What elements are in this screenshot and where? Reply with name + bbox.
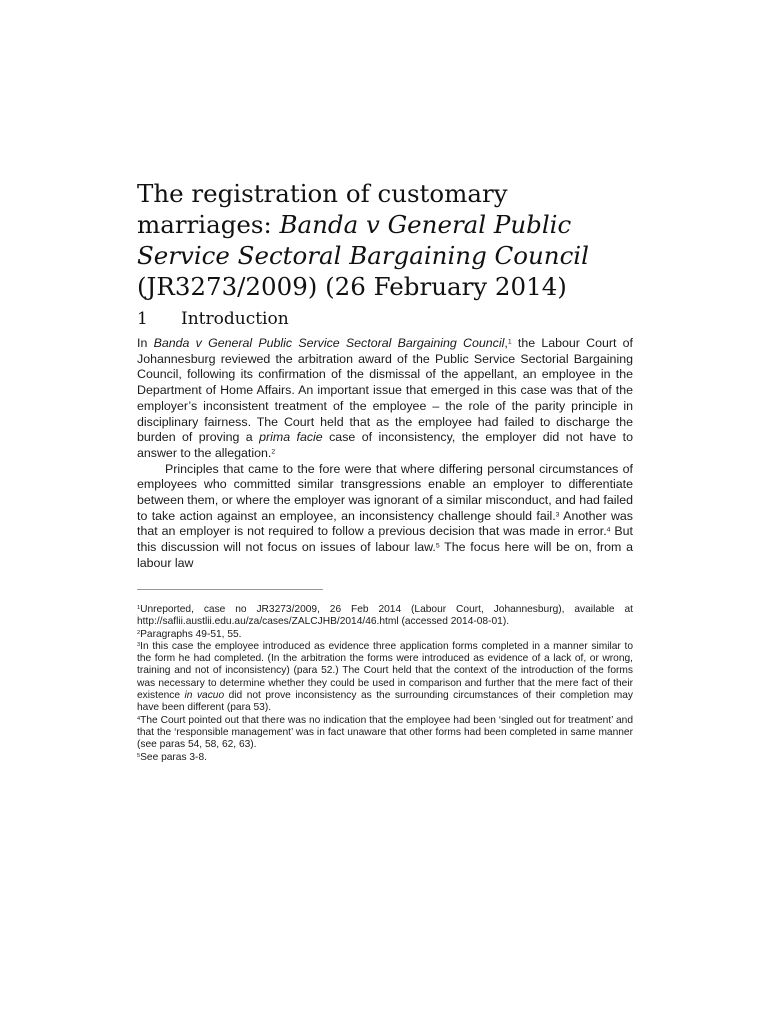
p1-case-name: Banda v General Public Service Sectoral Bargaining Council [153,336,505,350]
footnote-5-number: 5 [137,752,141,759]
body-text [137,336,633,572]
paragraph-1: In Banda v General Public Service Sectoral Bargaining Council,$^1$ the Labour Court of Johannesburg reviewed the arbitration award of the Public Service Sectorial Bargaining Council, following its confirmation of the dismissal of the appellant, an employee in the Department of Home Affairs. An important issue that emerged in this case was that of the employer’s inconsistent treatment of the employee – the role of the parity principle in disciplinary fairness. The Court held that as the employee had failed to discharge the burden of proving a prima facie case of inconsistency, the employer did not have to answer to the allegation.$^2$ [137,336,634,460]
p1-text-b: case of inconsistency, the employer did not have to answer to the allegation. [137,430,633,460]
p1-prefix: In [137,336,154,350]
section-number: 1 [137,309,148,329]
footnote-2-number: 2 [137,629,141,636]
footnote-3 [137,641,633,715]
footnote-3-italic: in vacuo [184,690,225,702]
footnote-ref-3[interactable]: 3 [555,510,560,518]
footnotes [137,604,633,764]
footnote-5-text: See paras 3-8. [140,751,207,763]
p1-text-a: the Labour Court of Johannesburg reviewed the arbitration award of the Public Service Sectorial Bargaining Council, following its confirmation of the dismissal of the appellant, an employee in the Department of Home Affairs. An important issue that emerged in this case was that of the employer’s inconsistent treatment of the employee – the role of the parity principle in disciplinary fairness. The Court held that as the employee had failed to discharge the burden of proving a [137,336,634,445]
title-line-2-italic: Banda v General Public [279,210,572,239]
footnote-1-text: Unreported, case no JR3273/2009, 26 Feb 2014 (Labour Court, Johannesburg), available at http://saflii.austlii.edu.au/za/cases/ZALCJHB/2014/46.html (accessed 2014-08-01). [137,604,633,628]
footnote-3-text-b: did not prove inconsistency as the surrounding circumstances of their completion may have been different (para 53). [137,690,634,714]
footnote-3-number: 3 [137,641,141,648]
footnote-ref-5[interactable]: 5 [435,542,440,550]
p2-text-a: Principles that came to the fore were that where differing personal circumstances of employees who committed similar transgressions enable an employer to differentiate between them, or where the employer was ignorant of a similar misconduct, and had failed to take action against an employee, an inconsistency challenge should fail. [137,461,633,523]
section-heading [137,308,607,330]
footnote-4-number: 4 [137,715,141,722]
paragraph-2 [137,462,633,572]
footnote-1-number: 1 [137,604,141,611]
title-line-4: (JR3273/2009) (26 February 2014) [137,272,567,301]
footnote-2 [137,629,633,641]
article-title [137,178,607,302]
section-title: Introduction [181,309,289,329]
title-line-2-plain: marriages: [137,210,280,239]
p2-text-b: Another was that an employer is not required to follow a previous decision that was made in error. [137,508,634,539]
title-line-3-italic: Service Sectoral Bargaining Council [137,241,589,270]
p1-prima-facie: prima facie [259,430,323,445]
footnote-ref-1[interactable]: 1 [507,338,512,346]
p2-text-d: The focus here will be on, from a labour law [137,540,633,570]
footnote-1 [137,604,633,629]
footnote-4-text: The Court pointed out that there was no indication that the employee had been ‘singled out for treatment’ and that the ‘responsible management’ was in fact unaware that other forms had been completed in same manner (see paras 54, 58, 62, 63). [137,714,633,751]
footnote-ref-2[interactable]: 2 [271,448,276,456]
footnote-5 [137,752,633,764]
footnote-2-text: Paragraphs 49-51, 55. [140,628,242,640]
footnote-ref-4[interactable]: 4 [606,526,611,534]
p2-text-c: But this discussion will not focus on issues of labour law. [137,524,633,555]
footnote-4 [137,715,633,752]
title-line-1: The registration of customary [137,179,508,208]
footnote-3-text-a: In this case the employee introduced as evidence three application forms completed in a manner similar to the form he had completed. (In the arbitration the forms were introduced as evidence of a lack of, or wrong, training and not of inconsistency) (para 52.) The Court held that the context of the introduction of the forms was necessary to determine whether they could be used in comparison and further that the mere fact of their existence [137,640,633,702]
footnote-separator [137,589,323,590]
